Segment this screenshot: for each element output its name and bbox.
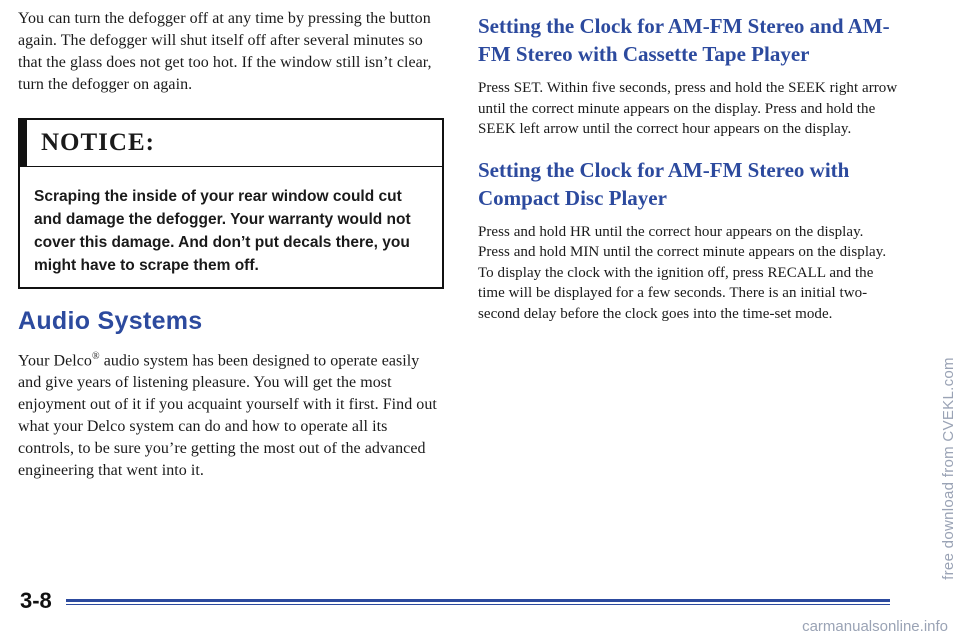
bottom-watermark-link: carmanualsonline.info <box>802 618 948 635</box>
footer-rule-thin <box>66 604 890 605</box>
watermark-text: free download from CVEKL.com <box>939 356 957 580</box>
side-watermark <box>938 318 958 618</box>
registered-mark: ® <box>91 351 100 362</box>
clock-cd-heading: Setting the Clock for AM-FM Stereo with Compact Disc Player <box>478 157 850 210</box>
defogger-paragraph: You can turn the defogger off at any time by pressing the button again. The defogger will shut itself off after several minutes so that the glass does not get too hot. If the window still isn’t clear, turn the defogger on again. <box>18 10 432 93</box>
notice-title: NOTICE: <box>18 118 442 167</box>
notice-box <box>18 118 444 289</box>
left-column <box>18 8 446 482</box>
footer-rule <box>66 599 890 602</box>
audio-text-start: Your Delco <box>18 352 92 370</box>
clock-cassette-heading: Setting the Clock for AM-FM Stereo and AM-FM Stereo with Cassette Tape Player <box>478 14 890 66</box>
audio-systems-heading: Audio Systems <box>18 307 203 335</box>
audio-systems-paragraph <box>18 346 446 482</box>
clock-cassette-paragraph: Press SET. Within five seconds, press and hold the SEEK right arrow until the correct minute appears on the display. Press and hold the SEEK left arrow until the correct hour appears on the display. <box>478 80 898 137</box>
page-number: 3-8 <box>20 588 52 613</box>
notice-text: Scraping the inside of your rear window could cut and damage the defogger. Your warranty would not cover this damage. And don’t put decals there, you might have to scrape them off. <box>34 188 411 274</box>
audio-text-rest: audio system has been designed to operate easily and give years of listening pleasure. You will get the most enjoyment out of it if you acquaint yourself with it first. Find out what your Delco system can do and how to operate all its controls, to be sure you’re getting the most out of the advanced engineering that went into it. <box>18 352 437 480</box>
clock-cd-paragraph: Press and hold HR until the correct hour appears on the display. Press and hold MIN until the correct minute appears on the display. To display the clock with the ignition off, press RECALL and the time will be displayed for a few seconds. There is an initial two-second delay before the clock goes into the time-set mode. <box>478 223 887 322</box>
right-column <box>478 12 898 324</box>
